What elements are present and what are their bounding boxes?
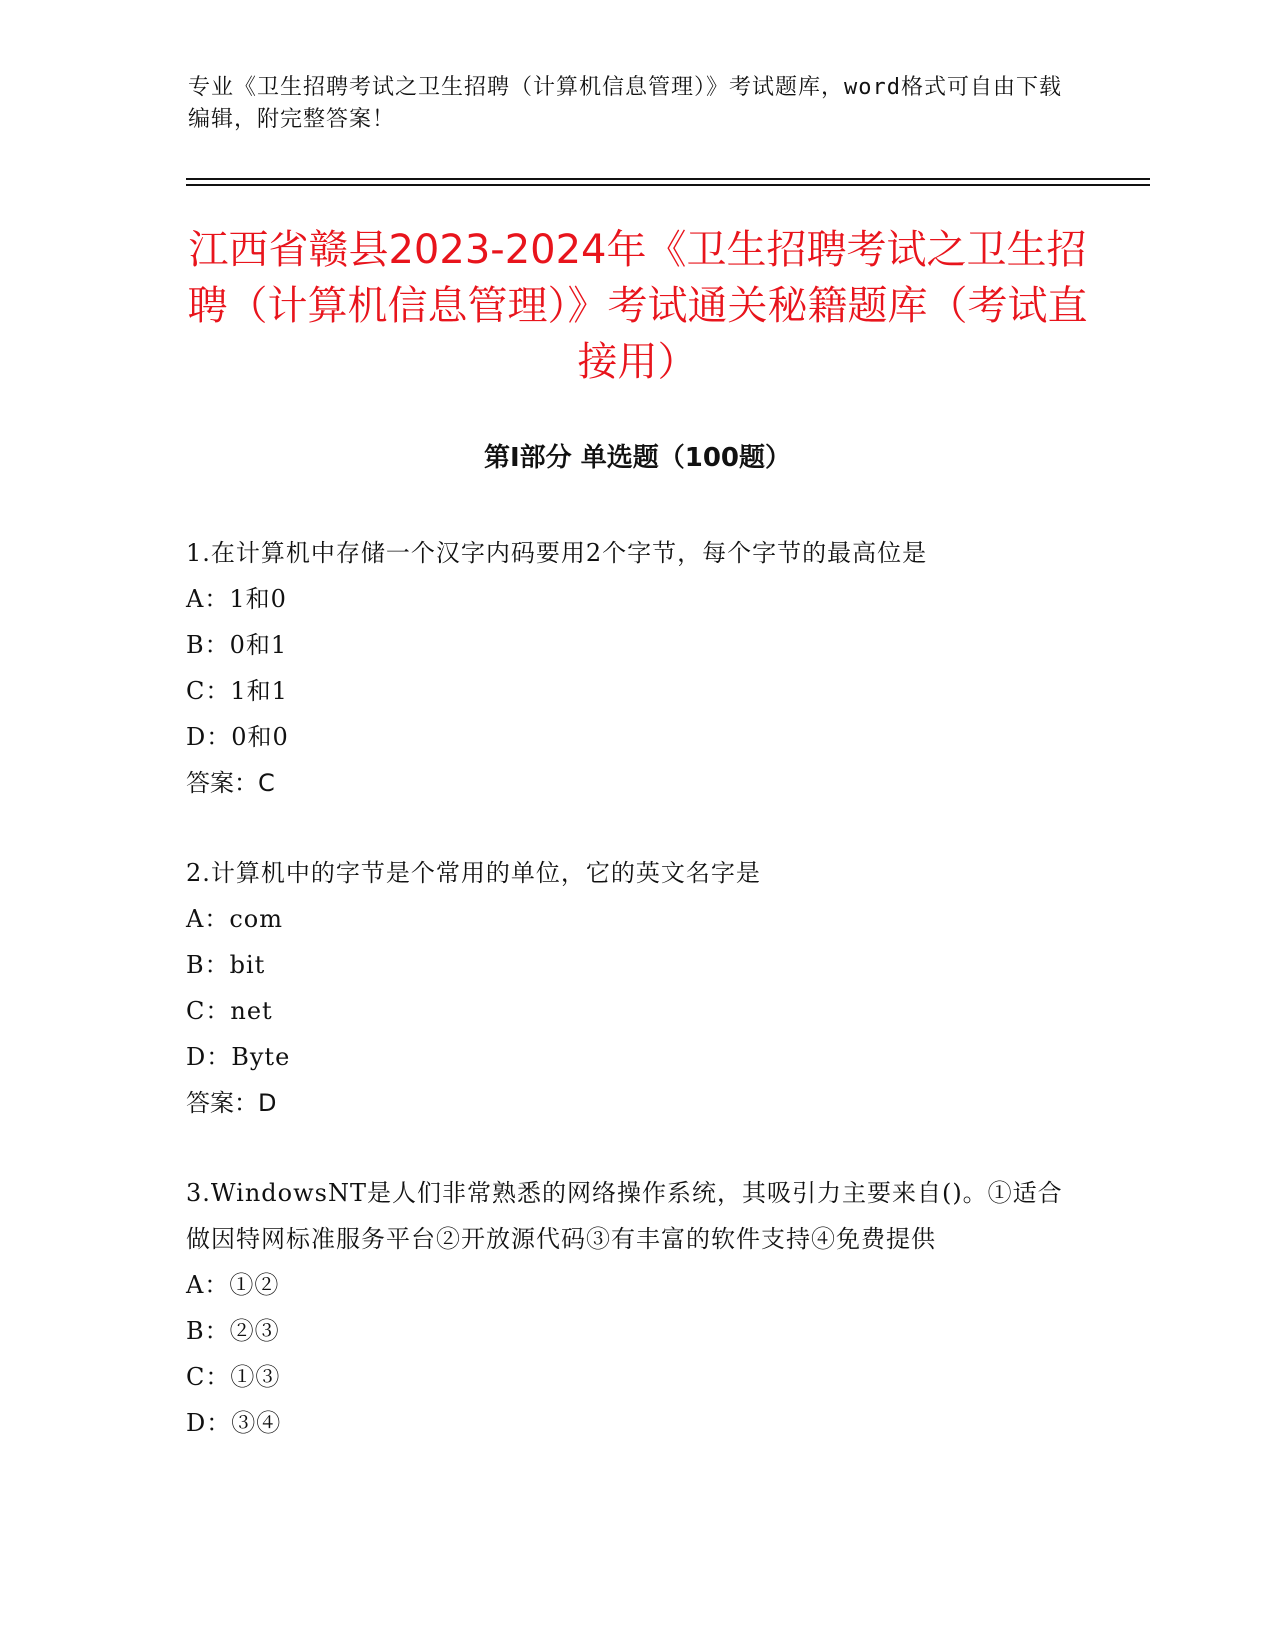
question-stem: 3.WindowsNT是人们非常熟悉的网络操作系统，其吸引力主要来自()。①适合做因特网标准服务平台②开放源代码③有丰富的软件支持④免费提供 (186, 1179, 1063, 1253)
question-1 (186, 530, 1066, 806)
answer-line: 答案：C (186, 769, 275, 797)
header-note: 专业《卫生招聘考试之卫生招聘（计算机信息管理）》考试题库，word格式可自由下载编辑，附完整答案！ (188, 75, 1062, 132)
question-3 (186, 1170, 1066, 1446)
option-b: B：②③ (186, 1317, 280, 1345)
question-2 (186, 850, 1066, 1126)
answer-line: 答案：D (186, 1089, 277, 1117)
option-b: B：0和1 (186, 631, 288, 659)
option-b: B：bit (186, 951, 266, 979)
option-d: D：Byte (186, 1043, 291, 1071)
question-stem: 1.在计算机中存储一个汉字内码要用2个字节，每个字节的最高位是 (186, 539, 928, 567)
header-rule-bottom (186, 184, 1150, 186)
question-stem: 2.计算机中的字节是个常用的单位，它的英文名字是 (186, 859, 761, 887)
option-a: A：com (186, 905, 283, 933)
question-list (186, 530, 1066, 1490)
option-c: C：1和1 (186, 677, 288, 705)
option-a: A：1和0 (186, 585, 287, 613)
option-c: C：①③ (186, 1363, 281, 1391)
document-title: 江西省赣县2023-2024年《卫生招聘考试之卫生招聘（计算机信息管理）》考试通关秘籍题库（考试直接用） (187, 227, 1088, 385)
option-a: A：①② (186, 1271, 280, 1299)
header-rule-top (186, 178, 1150, 180)
option-d: D：③④ (186, 1409, 282, 1437)
section-heading: 第I部分 单选题（100题） (484, 443, 791, 473)
option-c: C：net (186, 997, 273, 1025)
option-d: D：0和0 (186, 723, 289, 751)
